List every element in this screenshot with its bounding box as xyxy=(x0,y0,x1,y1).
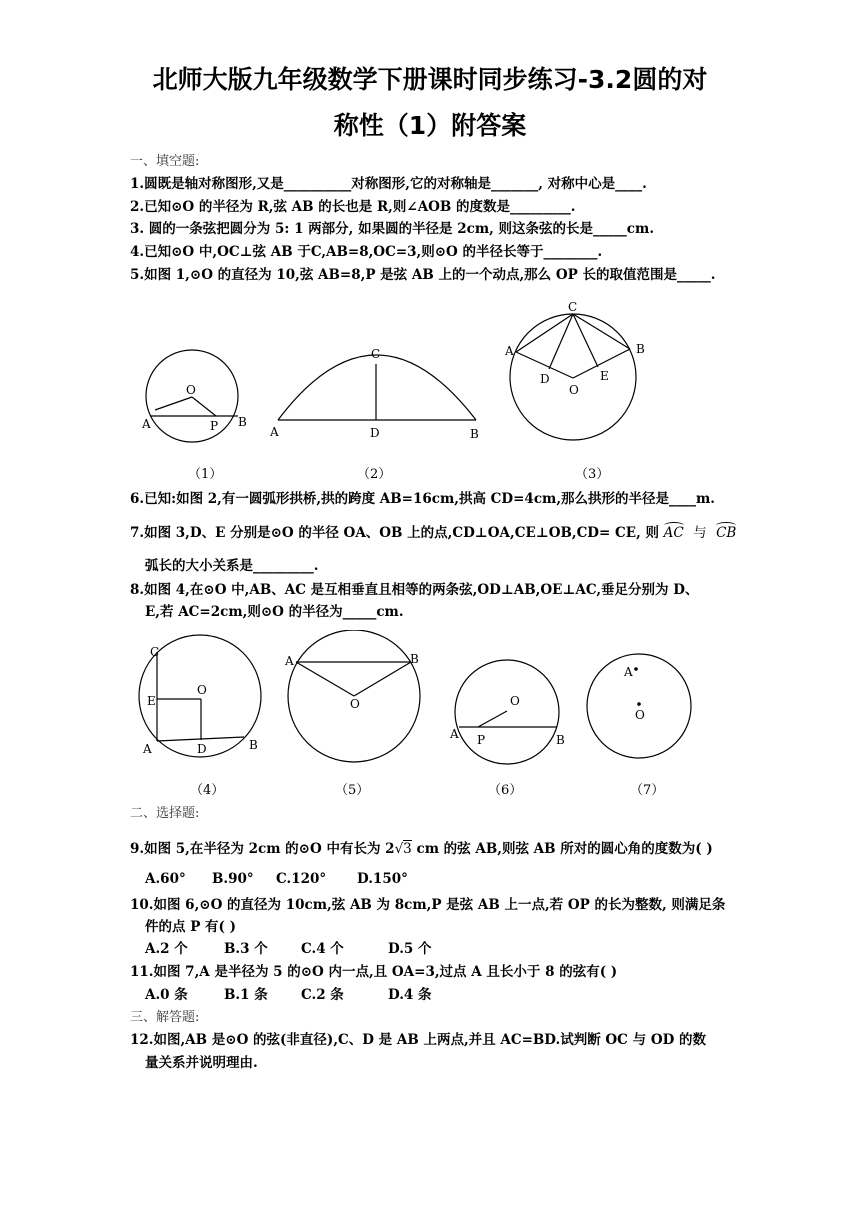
question-11: 11.如图 7,A 是半径为 5 的⊙O 内一点,且 OA=3,过点 A 且长小于 8 的弦有( ) xyxy=(130,964,618,980)
fig2-label-d: D xyxy=(370,426,380,440)
q11-option-c: C.2 条 xyxy=(301,987,344,1003)
figure-5 xyxy=(288,630,420,762)
q11-option-b: B.1 条 xyxy=(224,987,268,1003)
fig1-label-a: A xyxy=(142,417,151,431)
section-answer-heading: 三、解答题: xyxy=(130,1010,200,1025)
fig4-label-d: D xyxy=(197,742,207,756)
fig1-label-o: O xyxy=(186,383,196,397)
fig6-label-a: A xyxy=(450,727,459,741)
figure-6 xyxy=(455,660,559,764)
fig3-label-c: C xyxy=(568,300,578,314)
q9-option-d: D.150° xyxy=(357,871,408,887)
q10-option-d: D.5 个 xyxy=(388,941,432,957)
question-9 xyxy=(130,837,713,857)
question-3: 3. 圆的一条弦把圆分为 5: 1 两部分, 如果圆的半径是 2cm, 则这条弦的长是_____cm. xyxy=(130,221,655,237)
fig3-label-e: E xyxy=(600,369,609,383)
q9-option-b: B.90° xyxy=(212,871,254,887)
q11-option-d: D.4 条 xyxy=(388,987,432,1003)
question-2: 2.已知⊙O 的半径为 R,弦 AB 的长也是 R,则∠AOB 的度数是_________. xyxy=(130,199,576,215)
fig7-label-o: O xyxy=(635,708,645,722)
fig2-label-a: A xyxy=(270,425,279,439)
fig3-label-b: B xyxy=(636,342,645,356)
q10-option-b: B.3 个 xyxy=(224,941,268,957)
question-10: 10.如图 6,⊙O 的直径为 10cm,弦 AB 为 8cm,P 是弦 AB 上一点,若 OP 的长为整数, 则满足条 xyxy=(130,897,726,913)
arc-cb: CB xyxy=(716,525,737,541)
section-fill-heading: 一、填空题: xyxy=(130,154,200,169)
fig5-label-a: A xyxy=(285,654,294,668)
title-line-2: 称性（1）附答案 xyxy=(333,111,527,140)
question-9-tail: cm 的弦 AB,则弦 AB 所对的圆心角的度数为( ) xyxy=(416,841,713,857)
fig3-label-o: O xyxy=(569,383,579,397)
question-12-continued: 量关系并说明理由. xyxy=(145,1055,258,1071)
figure-3-caption: （3） xyxy=(575,467,610,482)
question-6: 6.已知:如图 2,有一圆弧形拱桥,拱的跨度 AB=16cm,拱高 CD=4cm,那么拱形的半径是____m. xyxy=(130,491,716,507)
q9-option-c: C.120° xyxy=(276,871,327,887)
fig4-label-e: E xyxy=(147,694,156,708)
question-8: 8.如图 4,在⊙O 中,AB、AC 是互相垂直且相等的两条弦,OD⊥AB,OE⊥AC,垂足分别为 D、 xyxy=(130,582,699,598)
question-7-continued: 弧长的大小关系是_________. xyxy=(145,558,319,574)
section-choice-heading: 二、选择题: xyxy=(130,806,200,821)
fig1-label-p: P xyxy=(210,419,219,433)
figure-3 xyxy=(510,314,636,440)
fig1-label-b: B xyxy=(238,415,247,429)
fig3-label-d: D xyxy=(540,372,550,386)
sqrt-sign: √ xyxy=(394,841,404,857)
fig2-label-c: C xyxy=(371,347,381,361)
fig4-label-a: A xyxy=(143,742,152,756)
fig6-label-b: B xyxy=(556,733,565,747)
q10-option-a: A.2 个 xyxy=(145,941,188,957)
question-5: 5.如图 1,⊙O 的直径为 10,弦 AB=8,P 是弦 AB 上的一个动点,那么 OP 长的取值范围是_____. xyxy=(130,267,716,283)
question-8-continued: E,若 AC=2cm,则⊙O 的半径为_____cm. xyxy=(145,604,404,620)
fig7-point-a xyxy=(634,667,638,671)
figures-row-2 xyxy=(0,630,860,800)
figure-4-caption: （4） xyxy=(190,783,225,798)
fig2-label-b: B xyxy=(470,427,479,441)
fig5-label-o: O xyxy=(350,697,360,711)
question-4: 4.已知⊙O 中,OC⊥弦 AB 于C,AB=8,OC=3,则⊙O 的半径长等于________. xyxy=(130,244,603,260)
question-7 xyxy=(130,521,736,541)
fig5-label-b: B xyxy=(410,652,419,666)
figure-6-caption: （6） xyxy=(488,783,523,798)
figure-7-caption: （7） xyxy=(630,783,665,798)
figure-7 xyxy=(587,654,691,758)
q10-option-c: C.4 个 xyxy=(301,941,344,957)
question-12: 12.如图,AB 是⊙O 的弦(非直径),C、D 是 AB 上两点,并且 AC=BD.试判断 OC 与 OD 的数 xyxy=(130,1032,706,1048)
q11-option-a: A.0 条 xyxy=(145,987,188,1003)
figure-2 xyxy=(278,355,476,420)
question-10-continued: 件的点 P 有( ) xyxy=(145,919,237,935)
figure-1-caption: （1） xyxy=(188,467,223,482)
title-line-1: 北师大版九年级数学下册课时同步练习-3.2圆的对 xyxy=(152,65,708,94)
fig4-label-o: O xyxy=(197,683,207,697)
fig3-label-a: A xyxy=(505,344,514,358)
sqrt-radicand: 3 xyxy=(403,841,412,857)
fig7-label-a: A xyxy=(624,665,633,679)
question-7-and: 与 xyxy=(693,525,707,541)
fig6-label-p: P xyxy=(477,733,486,747)
figures-row-1 xyxy=(0,290,860,490)
question-7-text: 7.如图 3,D、E 分别是⊙O 的半径 OA、OB 上的点,CD⊥OA,CE⊥OB,CD= CE, 则 xyxy=(130,525,659,541)
figure-5-caption: （5） xyxy=(335,783,370,798)
figure-2-caption: （2） xyxy=(357,467,392,482)
fig4-label-c: C xyxy=(150,645,160,659)
fig7-point-o xyxy=(637,702,641,706)
fig4-label-b: B xyxy=(249,738,258,752)
question-9-text: 9.如图 5,在半径为 2cm 的⊙O 中有长为 2 xyxy=(130,841,395,857)
q9-option-a: A.60° xyxy=(145,871,186,887)
fig6-label-o: O xyxy=(510,694,520,708)
question-1: 1.圆既是轴对称图形,又是__________对称图形,它的对称轴是_______, 对称中心是____. xyxy=(130,176,647,192)
arc-ac: AC xyxy=(663,525,684,541)
